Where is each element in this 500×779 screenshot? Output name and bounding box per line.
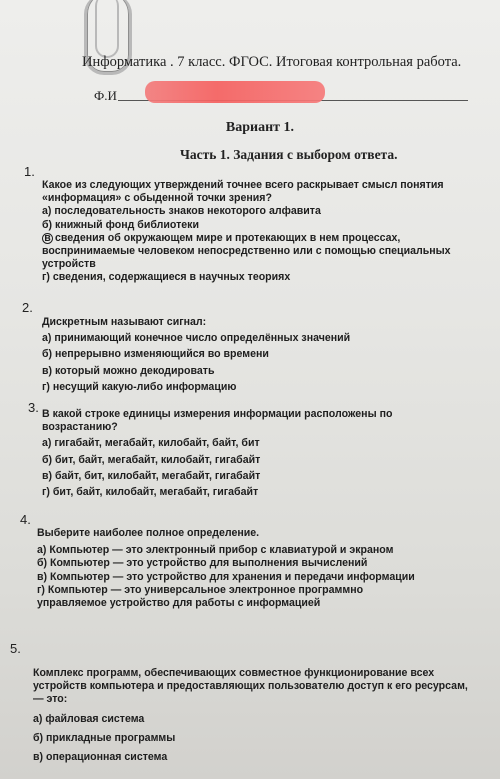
option-a: а) принимающий конечное число определённых значений — [42, 332, 351, 345]
question-5 — [33, 667, 473, 764]
question-2 — [42, 316, 462, 394]
option-b: б) Компьютер — это устройство для выполнения вычислений — [37, 557, 368, 570]
fio-label: Ф.И — [94, 88, 117, 103]
question-number: 1. — [24, 164, 35, 179]
redaction-mark — [145, 81, 325, 103]
part-title: Часть 1. Задания с выбором ответа. — [180, 147, 398, 162]
option-c: в сведения об окружающем мире и протекающих в нем процессах, воспринимаемые человеком непосредственно или с помощью специальных устройств — [42, 231, 451, 271]
question-number: 5. — [10, 641, 21, 656]
option-d: г) несущий какую-либо информацию — [42, 380, 237, 393]
option-b: б) непрерывно изменяющийся во времени — [42, 348, 269, 361]
option-a: а) последовательность знаков некоторого алфавита — [42, 205, 321, 218]
question-text: В какой строке единицы измерения информации расположены по возрастанию? — [42, 408, 393, 434]
question-text: Какое из следующих утверждений точнее всего раскрывает смысл понятия «информация» с обыденной точки зрения? — [42, 179, 444, 205]
option-d: г) бит, байт, килобайт, мегабайт, гигабайт — [42, 486, 259, 499]
option-a: а) гигабайт, мегабайт, килобайт, байт, бит — [42, 437, 260, 450]
option-d: г) сведения, содержащиеся в научных теориях — [42, 271, 291, 284]
question-text: Комплекс программ, обеспечивающих совместное функционирование всех устройств компьютера и предоставляющих пользователю доступ к его ресурсам, — это: — [33, 667, 468, 706]
question-4 — [37, 527, 417, 610]
option-c: в) который можно декодировать — [42, 364, 215, 377]
variant-title: Вариант 1. — [225, 120, 295, 135]
question-1 — [42, 179, 462, 285]
question-number: 2. — [22, 300, 33, 315]
option-c: в) байт, бит, килобайт, мегабайт, гигабайт — [42, 469, 261, 482]
option-b: б) прикладные программы — [33, 731, 176, 744]
question-3 — [42, 408, 422, 499]
selected-circle-icon: в — [42, 233, 53, 244]
question-text: Выберите наиболее полное определение. — [37, 527, 260, 539]
option-a: а) Компьютер — это электронный прибор с клавиатурой и экраном — [37, 544, 394, 557]
option-a: а) файловая система — [33, 712, 145, 725]
option-b: б) книжный фонд библиотеки — [42, 218, 199, 231]
document-title: Информатика . 7 класс. ФГОС. Итоговая контрольная работа. — [82, 54, 462, 70]
question-number: 4. — [20, 512, 31, 527]
option-d: г) Компьютер — это универсальное электронное программно управляемое устройство для работы с информацией — [37, 583, 364, 610]
option-c: в) операционная система — [33, 751, 168, 764]
option-b: б) бит, байт, мегабайт, килобайт, гигабайт — [42, 453, 261, 466]
paperclip-inner — [95, 0, 119, 58]
question-number: 3. — [28, 400, 39, 415]
option-c: в) Компьютер — это устройство для хранения и передачи информации — [37, 570, 415, 583]
question-text: Дискретным называют сигнал: — [42, 316, 207, 328]
